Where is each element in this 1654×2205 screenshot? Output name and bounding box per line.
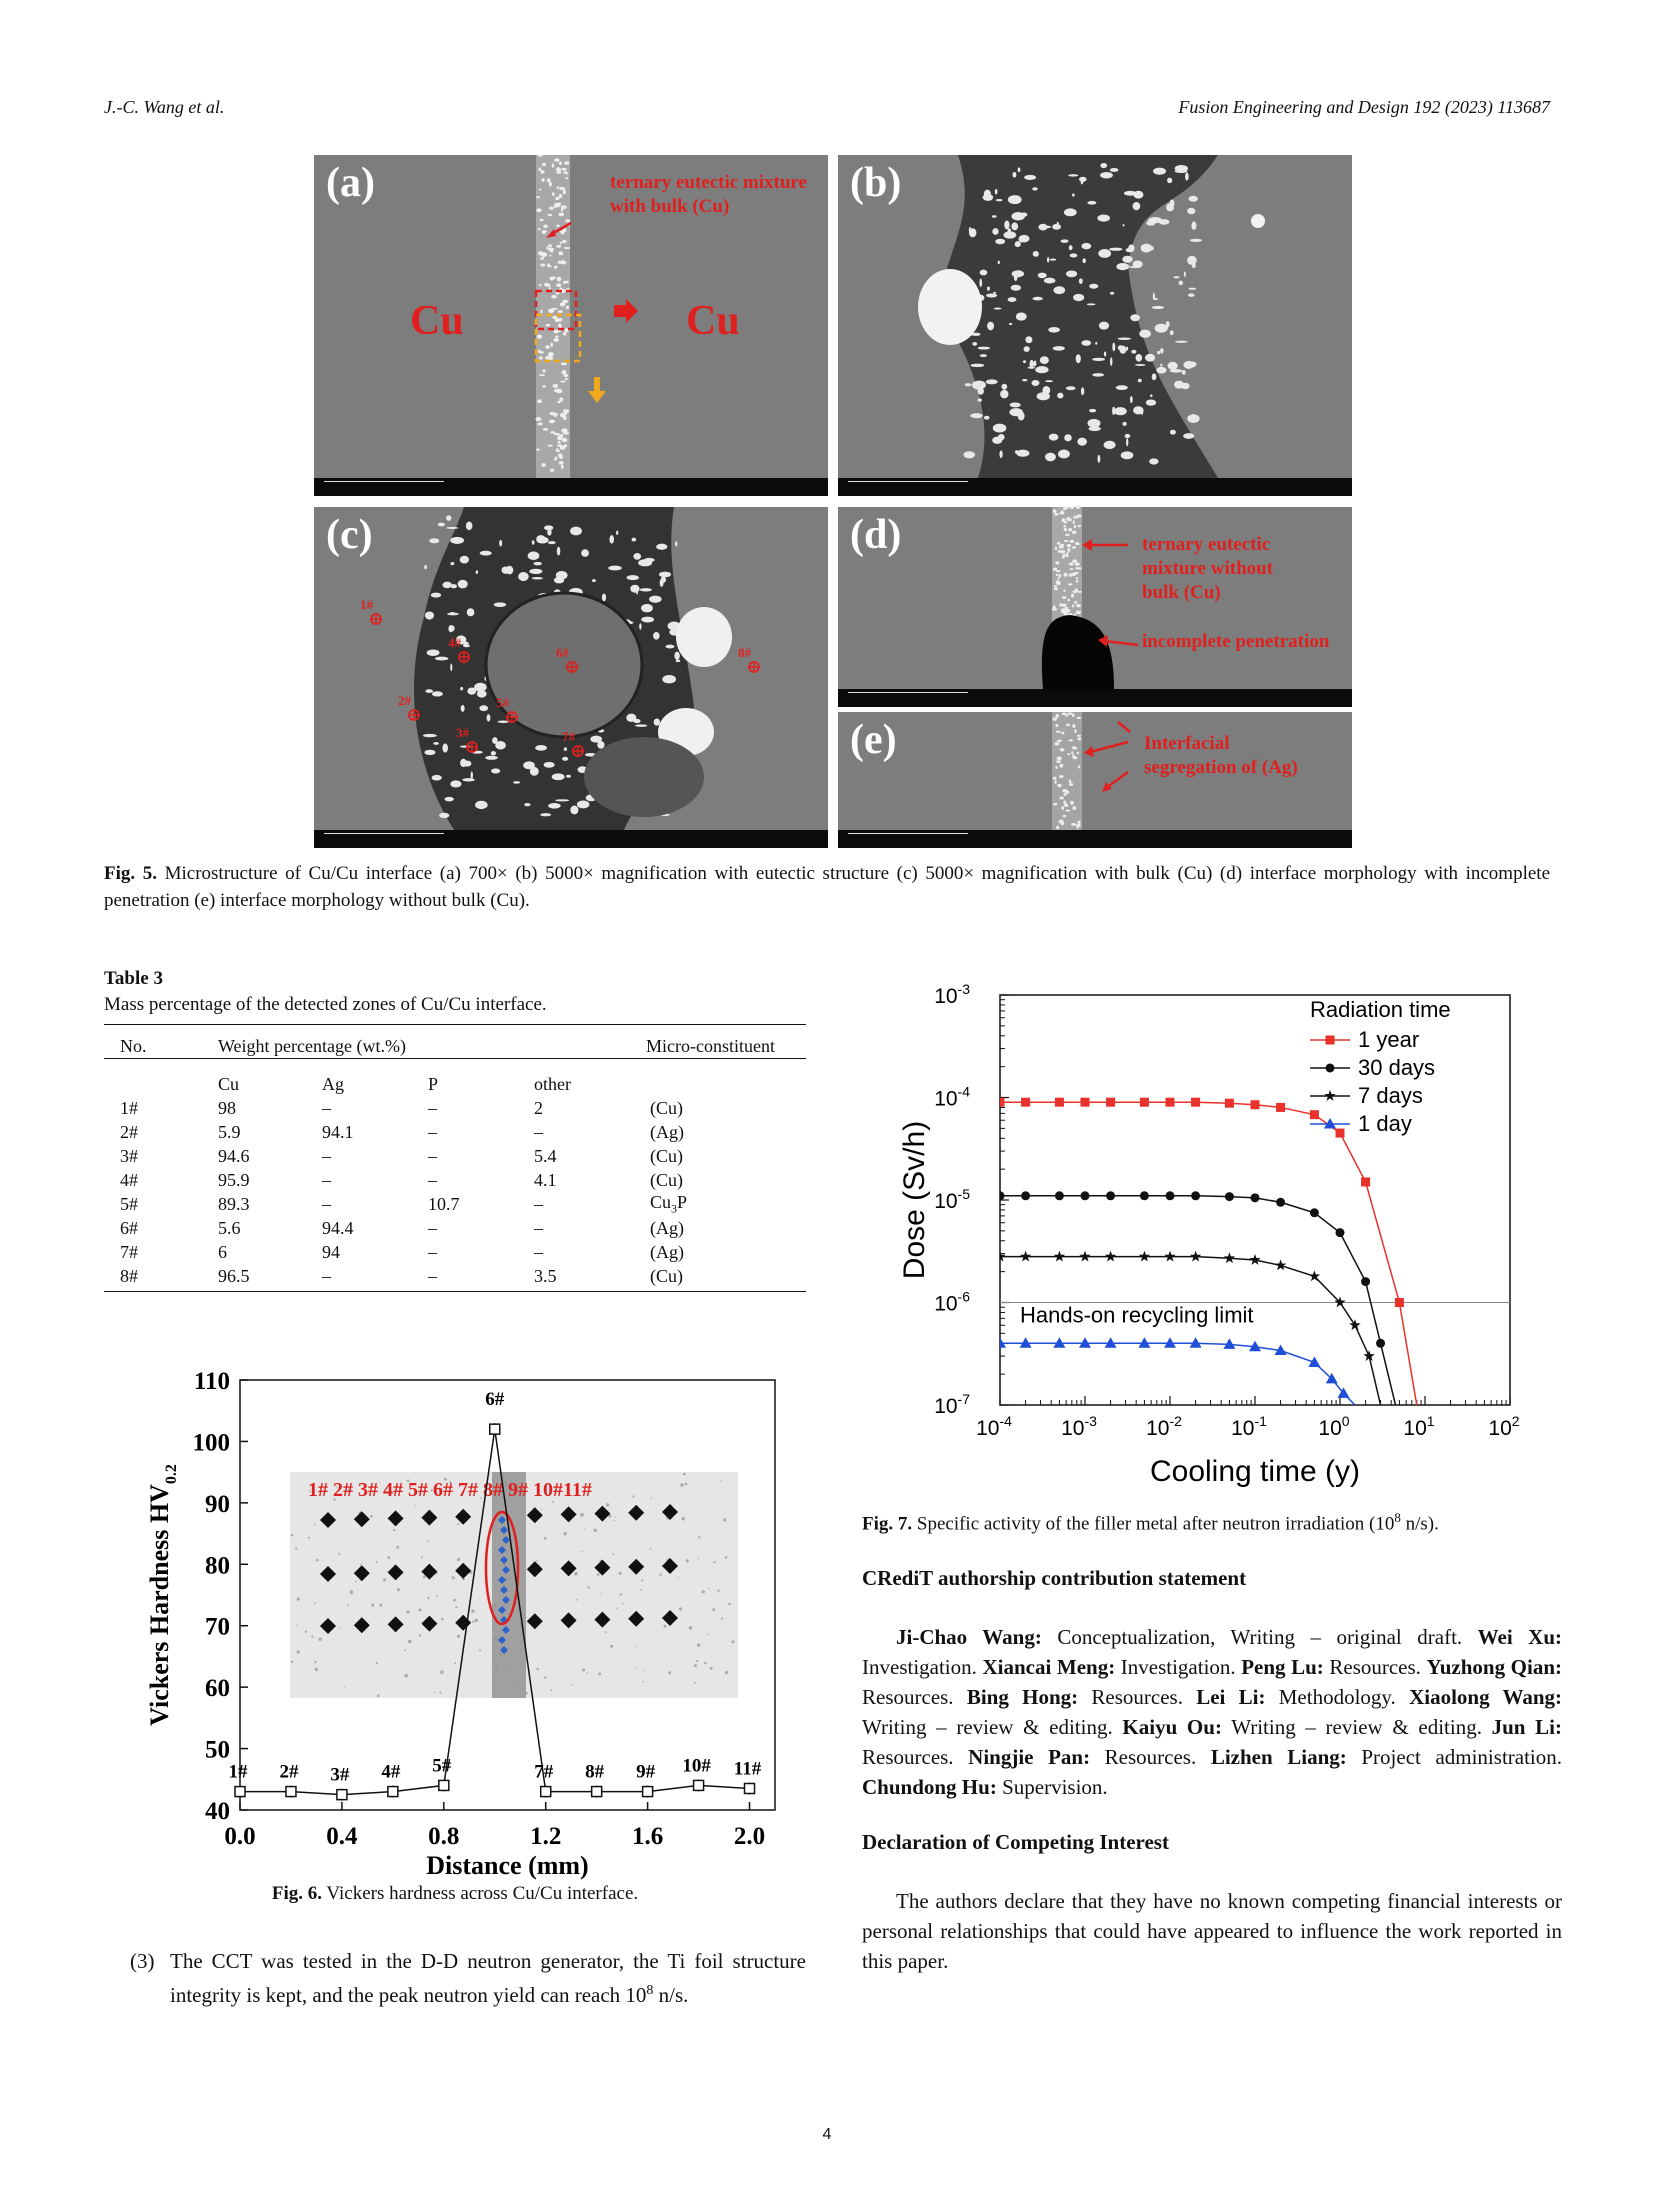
x-tick-label: $10^{-2}$ [1146,1413,1182,1440]
credit-author-role: Project administration. [1346,1745,1563,1769]
hardness-data-point [235,1787,245,1797]
table-cell: 5# [120,1193,138,1214]
x-tick-label: 1.6 [631,1823,664,1850]
series-data-point [1190,1251,1201,1262]
hardness-point-label: 7# [534,1761,554,1783]
table-cell: 3.5 [534,1266,557,1287]
y-tick-label: $10^{-4}$ [934,1083,970,1111]
table-3-subheader: P [428,1073,439,1094]
series-data-point [1361,1277,1370,1286]
series-data-point [1166,1191,1175,1200]
table-row [104,1192,806,1217]
credit-author-name: Ningjie Pan: [968,1745,1091,1769]
y-tick-label: 90 [205,1490,230,1518]
credit-author-name: Jun Li: [1491,1715,1562,1739]
table-cell: 6 [218,1242,227,1263]
series-1-day [994,1337,1355,1405]
series-data-point [1191,1098,1200,1107]
table-cell: 94.4 [322,1218,354,1239]
hardness-data-point [745,1784,755,1794]
series-data-point [1140,1191,1149,1200]
y-tick-label: $10^{-6}$ [934,1288,970,1316]
figure-6-chart [140,1360,800,1880]
series-data-point [996,1098,1005,1107]
sem-panel-b [838,155,1352,496]
series-data-point [1310,1208,1319,1217]
table-cell: – [428,1266,437,1287]
figure-7-caption-label: Fig. 7. [862,1513,913,1535]
x-tick-label: $10^{-1}$ [1231,1413,1267,1440]
table-cell: – [428,1145,437,1166]
table-cell: 89.3 [218,1193,250,1214]
table-3-header-weight: Weight percentage (wt.%) [218,1036,406,1056]
series-line [1000,1257,1381,1405]
legend-entry: 30 days [1358,1055,1436,1080]
series-data-point [1106,1098,1115,1107]
figure-6-caption [104,1880,806,1907]
hardness-point-label: 2# [279,1761,299,1783]
series-data-point [1251,1193,1260,1202]
table-cell: – [428,1242,437,1263]
credit-author-role: Resources. [862,1745,969,1769]
x-tick-label: $10^1$ [1403,1413,1435,1440]
sem-panel-a [314,155,828,496]
series-data-point [1081,1191,1090,1200]
series-data-point [1326,1036,1335,1045]
table-3-subheader-row [104,1072,806,1096]
credit-author-role: Investigation. [1115,1655,1242,1679]
y-tick-label: 50 [205,1736,230,1764]
table-cell: – [534,1218,543,1239]
table-cell: – [322,1193,331,1214]
credit-author-name: Chundong Hu: [862,1775,997,1799]
series-data-point [1139,1251,1150,1262]
table-row [104,1168,806,1192]
hardness-data-point [490,1424,500,1434]
table-cell: 96.5 [218,1266,250,1287]
measurement-point-label: 5# [496,695,509,710]
credit-heading: CRediT authorship contribution statement [862,1566,1247,1590]
hardness-point-label: 1# [228,1761,248,1783]
legend-entry: 1 day [1358,1111,1412,1136]
table-cell: 95.9 [218,1169,250,1190]
table-cell: 5.6 [218,1218,241,1239]
y-tick-label: $10^{-5}$ [934,1186,970,1213]
series-data-point [1324,1090,1335,1101]
table-cell: – [428,1169,437,1190]
series-data-point [1249,1254,1260,1265]
series-data-point [1053,1337,1065,1348]
x-tick-label: 1.2 [530,1823,562,1850]
panel-label-e: (e) [850,717,897,763]
running-header-journal: Fusion Engineering and Design 192 (2023) 113687 [1178,97,1550,117]
measurement-point-label: 1# [360,597,373,612]
credit-author-role: Resources. [1090,1745,1211,1769]
series-line [1000,1102,1417,1405]
series-data-point [1106,1191,1115,1200]
y-tick-label: 40 [205,1798,230,1825]
table-3-rule-header [104,1058,806,1059]
series-data-point [1225,1192,1234,1201]
hardness-point-label: 5# [432,1755,452,1777]
credit-author-role: Supervision. [996,1775,1108,1799]
series-data-point [1310,1110,1319,1119]
hardness-data-point [592,1787,602,1797]
table-3-header-micro: Micro-constituent [646,1036,775,1056]
figure-7-chart [890,975,1530,1495]
table-cell: 5.4 [534,1145,557,1166]
y-tick-label: $10^{-7}$ [934,1391,970,1418]
table-cell: $Cu_3P$ [650,1192,688,1216]
measurement-point-label: 7# [562,729,575,744]
credit-author-role: Conceptualization, Writing – original draft. [1041,1625,1478,1649]
sem-panel-d [838,507,1352,707]
x-tick-label: $10^{-4}$ [976,1413,1012,1440]
competing-heading: Declaration of Competing Interest [862,1830,1169,1854]
table-3-rule-top [104,1024,806,1025]
sem-panel-c [314,507,828,848]
series-data-point [1349,1319,1360,1330]
credit-author-role: Resources. [1078,1685,1197,1709]
credit-author-name: Xiaolong Wang: [1409,1685,1562,1709]
legend-title: Radiation time [1310,997,1451,1022]
series-data-point [1326,1064,1335,1073]
table-cell: 94 [322,1242,340,1263]
table-3 [104,1072,806,1289]
series-data-point [996,1191,1005,1200]
table-cell: (Cu) [650,1266,683,1287]
table-cell: 4.1 [534,1169,557,1190]
hardness-point-label: 9# [636,1761,656,1783]
credit-author-name: Yuzhong Qian: [1426,1655,1562,1679]
table-row [104,1144,806,1168]
series-data-point [1138,1337,1150,1348]
series-data-point [1336,1228,1345,1237]
figure-6-caption-text: Vickers hardness across Cu/Cu interface. [326,1883,639,1904]
credit-author-role: Investigation. [862,1655,983,1679]
hardness-point-label: 10# [682,1755,711,1777]
x-tick-label: 0.0 [224,1823,256,1850]
label-cu-left: Cu [410,298,464,344]
series-data-point [1105,1251,1116,1262]
table-cell: – [322,1169,331,1190]
credit-author-name: Xiancai Meng: [982,1655,1116,1679]
series-data-point [1079,1337,1091,1348]
panel-label-c: (c) [326,512,373,558]
table-cell: (Ag) [650,1121,684,1142]
table-3-caption: Mass percentage of the detected zones of Cu/Cu interface. [104,994,547,1015]
y-tick-label: 60 [205,1675,230,1703]
series-data-point [1164,1251,1175,1262]
hardness-point-label: 11# [733,1758,762,1780]
hardness-point-label: 8# [585,1761,605,1783]
measurement-point-label: 2# [398,693,411,708]
y-tick-label: $10^{-3}$ [934,981,970,1008]
series-data-point [1376,1339,1385,1348]
credit-author-name: Lizhen Liang: [1210,1745,1347,1769]
series-data-point [1021,1098,1030,1107]
table-cell: – [322,1145,331,1166]
x-axis-label: Distance (mm) [426,1851,589,1880]
annotation-incomplete-penetration: incomplete penetration [1142,631,1330,652]
credit-text [862,1622,1562,1802]
credit-author-role: Writing – review & editing. [1221,1715,1492,1739]
series-data-point [1020,1251,1031,1262]
x-tick-label: 2.0 [733,1823,766,1850]
x-tick-label: $10^{-3}$ [1061,1413,1097,1440]
table-cell: (Cu) [650,1169,683,1190]
series-data-point [1105,1337,1117,1348]
panel-label-d: (d) [850,512,902,558]
x-axis-label: Cooling time (y) [1149,1455,1361,1488]
sem-panel-e [838,712,1352,848]
table-cell: 94.6 [218,1145,250,1166]
measurement-point-label: 3# [456,725,469,740]
series-line [1000,1343,1355,1405]
credit-author-name: Kaiyu Ou: [1122,1715,1222,1739]
table-cell: (Ag) [650,1218,684,1239]
series-7-days [994,1251,1380,1405]
series-data-point [1164,1337,1176,1348]
recycling-limit-label: Hands-on recycling limit [1020,1302,1254,1328]
credit-author-name: Wei Xu: [1477,1625,1562,1649]
series-data-point [1276,1198,1285,1207]
series-data-point [1055,1098,1064,1107]
hardness-data-point [541,1787,551,1797]
hardness-data-point [694,1780,704,1790]
credit-author-role: Resources. [1323,1655,1427,1679]
hardness-data-point [643,1787,653,1797]
measurement-point-label: 6# [556,645,569,660]
series-data-point [1081,1098,1090,1107]
table-row [104,1120,806,1144]
x-tick-label: $10^2$ [1488,1413,1520,1440]
running-header-authors: J.-C. Wang et al. [104,97,225,117]
series-1-year [996,1098,1417,1405]
y-axis-label: Vickers Hardness $HV_{0.2}$ [145,1464,180,1726]
inset-interface-band [492,1472,526,1698]
annotation-interfacial-segregation: Interfacial segregation of (Ag) [1144,733,1298,778]
table-row [104,1217,806,1241]
table-cell: – [428,1121,437,1142]
table-cell: 94.1 [322,1121,354,1142]
table-cell: – [534,1193,543,1214]
x-tick-label: $10^0$ [1318,1413,1350,1440]
series-data-point [1336,1129,1345,1138]
table-row [104,1241,806,1265]
table-cell: (Ag) [650,1242,684,1263]
series-data-point [1275,1259,1286,1270]
measurement-point-label: 8# [738,645,751,660]
series-data-point [994,1337,1006,1348]
series-data-point [1251,1100,1260,1109]
series-data-point [1140,1098,1149,1107]
credit-author-role: Writing – review & editing. [862,1715,1123,1739]
measurement-point-label: 4# [448,635,461,650]
list-item-3-text: The CCT was tested in the D-D neutron generator, the Ti foil structure integrity is kept, and the peak neutron yield can reach $10^8$ n/s. [170,1949,806,2007]
table-cell: 4# [120,1169,138,1190]
credit-author-role: Methodology. [1265,1685,1410,1709]
table-cell: (Cu) [650,1145,683,1166]
series-data-point [1190,1337,1202,1348]
series-data-point [1055,1191,1064,1200]
hardness-data-point [439,1780,449,1790]
table-3-subheader: Cu [218,1073,240,1094]
table-cell: 6# [120,1218,138,1239]
figure-5-caption [104,860,1550,914]
table-cell: 10.7 [428,1193,460,1214]
table-cell: – [322,1266,331,1287]
series-data-point [1225,1099,1234,1108]
table-cell: (Cu) [650,1097,683,1118]
panel-label-b: (b) [850,160,902,206]
series-data-point [1191,1191,1200,1200]
figure-7-caption: Fig. 7. Specific activity of the filler metal after neutron irradiation ($10^8$ n/s). [862,1510,1439,1535]
panel-label-a: (a) [326,160,375,206]
table-row [104,1265,806,1289]
annotation-ternary-eutectic-without-bulk: ternary eutectic mixture without bulk (Cu) [1142,534,1274,603]
series-data-point [1224,1252,1235,1263]
table-row [104,1096,806,1120]
hardness-data-point [337,1790,347,1800]
hardness-point-label: 6# [485,1389,505,1411]
page-number: 4 [822,2126,832,2143]
hardness-point-label: 4# [381,1761,401,1783]
hardness-point-label: 3# [330,1764,350,1786]
figure-5-caption-label: Fig. 5. [104,863,157,884]
series-data-point [1166,1098,1175,1107]
legend-entry: 1 year [1358,1027,1420,1052]
table-cell: 7# [120,1242,138,1263]
table-cell: – [534,1121,543,1142]
credit-author-name: Ji-Chao Wang: [896,1625,1042,1649]
table-cell: – [322,1097,331,1118]
series-data-point [1395,1298,1404,1307]
table-cell: 5.9 [218,1121,241,1142]
series-data-point [1020,1337,1032,1348]
table-cell: – [534,1242,543,1263]
credit-author-name: Lei Li: [1196,1685,1266,1709]
series-data-point [1276,1103,1285,1112]
table-3-rule-bottom [104,1291,806,1292]
y-axis-label: Dose (Sv/h) [898,1120,931,1280]
x-tick-label: 0.8 [428,1823,460,1850]
label-cu-right: Cu [686,298,740,344]
table-3-title: Table 3 [104,968,163,989]
table-3-subheader: Ag [322,1073,344,1094]
table-cell: 3# [120,1145,138,1166]
competing-text: The authors declare that they have no known competing financial interests or personal relationships that could have appeared to influence the work reported in this paper. [862,1889,1562,1973]
y-tick-label: 80 [205,1552,230,1580]
series-data-point [1361,1177,1370,1186]
table-cell: 2# [120,1121,138,1142]
hardness-data-point [286,1787,296,1797]
figure-5-caption-text: Microstructure of Cu/Cu interface (a) 700× (b) 5000× magnification with eutectic structure (c) 5000× magnification with bulk (Cu) (d) interface morphology with incomplete penetration (e) interface morphology without bulk (Cu). [104,863,1551,911]
credit-author-role: Resources. [862,1685,967,1709]
hardness-data-point [388,1787,398,1797]
y-tick-label: 100 [192,1429,230,1457]
series-data-point [1079,1251,1090,1262]
annotation-ternary-eutectic-with-bulk: ternary eutectic mixture with bulk (Cu) [610,172,807,217]
table-cell: 98 [218,1097,236,1118]
table-3-header-no: No. [120,1036,147,1056]
table-3-subheader: other [534,1073,571,1094]
table-cell: – [428,1097,437,1118]
y-tick-label: 110 [193,1368,230,1395]
credit-author-name: Bing Hong: [966,1685,1079,1709]
table-cell: 2 [534,1097,543,1118]
table-cell: 1# [120,1097,138,1118]
series-data-point [1021,1191,1030,1200]
inset-point-labels: 1# 2# 3# 4# 5# 6# 7# 8# 9# 10#11# [308,1479,592,1501]
credit-author-name: Peng Lu: [1241,1655,1324,1679]
legend-entry: 7 days [1358,1083,1423,1108]
table-cell: 8# [120,1266,138,1287]
figure-6-caption-label: Fig. 6. [271,1883,322,1904]
list-item-number: (3) [130,1949,155,1973]
y-tick-label: 70 [205,1613,230,1641]
x-tick-label: 0.4 [326,1823,358,1850]
table-cell: – [428,1218,437,1239]
series-data-point [1054,1251,1065,1262]
series-line [1000,1196,1396,1405]
